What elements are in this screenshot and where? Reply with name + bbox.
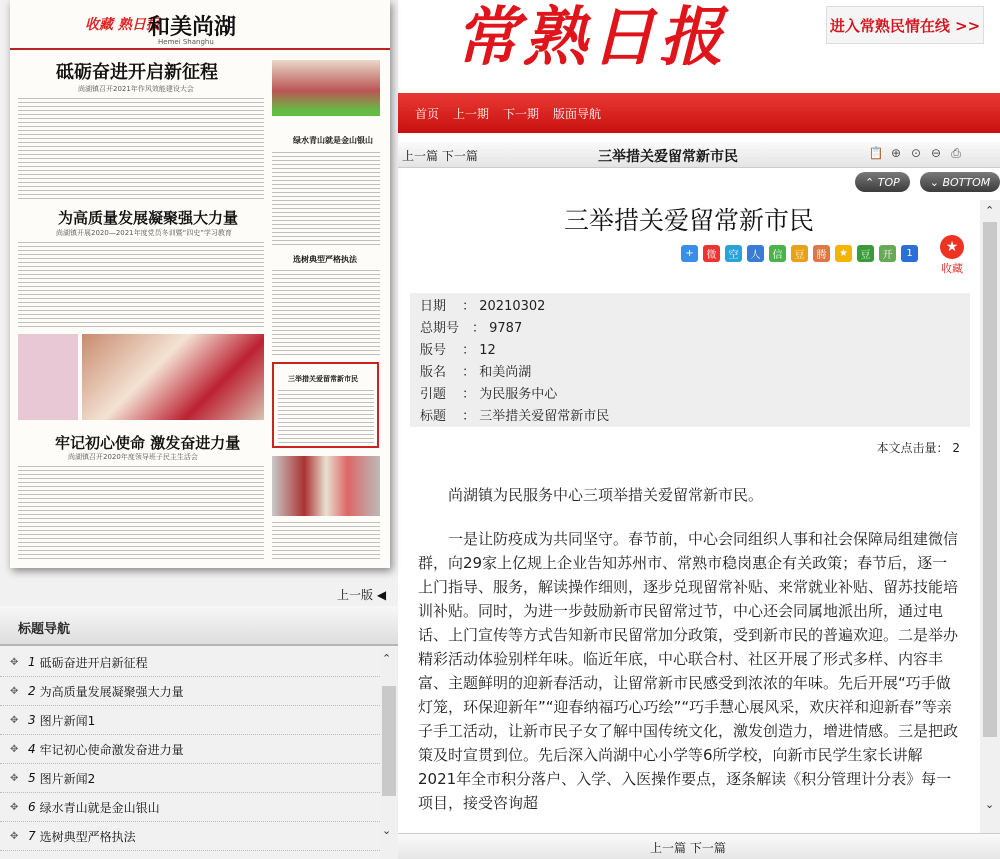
meta-value: 9787: [489, 321, 523, 336]
toc-item-title[interactable]: 绿水青山就是金山银山: [39, 800, 160, 815]
toc-item-number: 7: [28, 829, 36, 843]
tqq-icon[interactable]: 腾: [813, 245, 830, 262]
meta-key: 标题: [420, 409, 447, 424]
newspaper-page-image[interactable]: [10, 0, 390, 568]
prev-next-article-links[interactable]: 上一篇 下一篇: [402, 149, 478, 163]
diamond-bullet-icon: ✥: [10, 714, 19, 726]
toc-item-number: 2: [28, 684, 36, 698]
toc-item-title[interactable]: 图片新闻1: [39, 713, 96, 728]
masthead-logo[interactable]: 常熟日报: [455, 0, 727, 75]
paper-headline-1[interactable]: 砥砺奋进开启新征程: [56, 62, 218, 83]
toc-item[interactable]: [0, 793, 380, 822]
scroll-up-icon[interactable]: ⌃: [985, 204, 995, 217]
paper-photo-group[interactable]: [272, 456, 380, 516]
diamond-bullet-icon: ✥: [10, 685, 19, 697]
toc-item[interactable]: [0, 764, 380, 793]
zoom-reset-icon[interactable]: ⊙: [910, 146, 922, 160]
promo-link-button[interactable]: 进入常熟民情在线 >>: [826, 6, 984, 44]
meta-key: 总期号: [420, 321, 460, 336]
paper-deck-1: 尚湖镇召开2021年作风效能建设大会: [78, 85, 194, 93]
scroll-down-icon[interactable]: ⌄: [985, 798, 995, 811]
scroll-top-button[interactable]: [855, 172, 910, 192]
douban-list-icon[interactable]: 豆: [791, 245, 808, 262]
toc-item[interactable]: [0, 677, 380, 706]
paper-text-block[interactable]: [272, 150, 380, 246]
toc-item-number: 6: [28, 800, 36, 814]
toc-item-title[interactable]: 砥砺奋进开启新征程: [39, 655, 148, 670]
toc-title: 标题导航: [18, 622, 71, 637]
toc-header: [0, 606, 398, 646]
wechat-icon[interactable]: 信: [769, 245, 786, 262]
counter-icon[interactable]: 1: [901, 245, 918, 262]
meta-value: 三举措关爱留常新市民: [479, 409, 610, 424]
highlight-title: 三举措关爱留常新市民: [288, 375, 358, 383]
click-count-label: 本文点击量：: [876, 441, 949, 455]
share-more-icon[interactable]: +: [681, 245, 698, 262]
chevron-up-icon: ⌃: [865, 175, 875, 189]
meta-date: 日期 ： 20210302: [420, 295, 545, 314]
bottom-label: BOTTOM: [942, 175, 991, 189]
nav-prev-issue-link[interactable]: 上一期: [453, 106, 490, 121]
toc-list: [0, 648, 380, 851]
meta-value: 为民服务中心: [479, 387, 558, 402]
meta-lead: 引题 ： 为民服务中心: [420, 383, 557, 402]
diamond-bullet-icon: ✥: [10, 772, 19, 784]
toc-item[interactable]: [0, 735, 380, 764]
paper-logo: 收藏 熟日报: [85, 17, 160, 33]
article-body: [418, 483, 958, 815]
article-bottom-bar: [398, 833, 1000, 859]
top-label: TOP: [877, 175, 900, 189]
scroll-bottom-button[interactable]: [920, 172, 1000, 192]
article-meta-box: [410, 293, 970, 427]
meta-key: 版号: [420, 343, 447, 358]
star-icon: ★: [940, 235, 964, 259]
meta-value: 20210302: [479, 299, 546, 314]
toc-item-number: 1: [28, 655, 36, 669]
nav-home-link[interactable]: 首页: [415, 106, 440, 121]
paper-text-block[interactable]: [18, 240, 264, 330]
toc-item[interactable]: [0, 706, 380, 735]
nav-next-issue-link[interactable]: 下一期: [503, 106, 540, 121]
favorite-button[interactable]: [935, 235, 969, 276]
paper-text-block[interactable]: [18, 96, 264, 200]
paper-section-subtitle: Hemei Shanghu: [158, 38, 214, 46]
toc-item-title[interactable]: 选树典型严格执法: [39, 829, 136, 844]
paper-deck-3: 尚湖镇召开2020年度领导班子民主生活会: [68, 453, 198, 461]
nav-page-index-link[interactable]: 版面导航: [553, 106, 602, 121]
diamond-bullet-icon: ✥: [10, 743, 19, 755]
toc-item-number: 4: [28, 742, 36, 756]
paper-photo-meeting[interactable]: [272, 60, 380, 116]
meta-key: 版名: [420, 365, 447, 380]
kaixin-icon[interactable]: 开: [879, 245, 896, 262]
renren-icon[interactable]: 人: [747, 245, 764, 262]
paper-text-block[interactable]: [18, 464, 264, 560]
toc-item-number: 3: [28, 713, 36, 727]
paper-page-header: [10, 0, 390, 50]
paper-headline-2[interactable]: 为高质量发展凝聚强大力量: [58, 209, 239, 227]
notes-icon[interactable]: 📋: [868, 146, 884, 160]
toc-item[interactable]: [0, 822, 380, 851]
diamond-bullet-icon: ✥: [10, 656, 19, 668]
toc-scrollbar[interactable]: [380, 648, 398, 859]
weibo-icon[interactable]: 微: [703, 245, 720, 262]
meta-value: 12: [479, 343, 496, 358]
meta-title: 标题 ： 三举措关爱留常新市民: [420, 405, 609, 424]
bottom-prev-next-links[interactable]: 上一篇 下一篇: [650, 841, 726, 855]
toc-scroll-thumb[interactable]: [382, 686, 396, 796]
article-scrollbar[interactable]: [980, 200, 1000, 833]
meta-key: 日期: [420, 299, 447, 314]
paper-headline-4[interactable]: 绿水青山就是金山银山: [293, 136, 373, 145]
toolbar-article-title: 三举措关爱留常新市民: [598, 149, 738, 165]
paper-highlight-current-article[interactable]: [272, 362, 379, 448]
paper-headline-5[interactable]: 选树典型严格执法: [293, 255, 357, 264]
zoom-in-icon[interactable]: ⊕: [890, 146, 902, 160]
paper-headline-3[interactable]: 牢记初心使命 激发奋进力量: [55, 434, 241, 452]
meta-key: 引题: [420, 387, 447, 402]
diamond-bullet-icon: ✥: [10, 801, 19, 813]
toc-item-title[interactable]: 图片新闻2: [39, 771, 96, 786]
article-content: [398, 195, 980, 833]
share-buttons: [681, 245, 918, 262]
article-paragraph: 尚湖镇为民服务中心三项举措关爱留常新市民。: [448, 486, 764, 504]
prev-page-link[interactable]: 上一版 ◀: [337, 588, 387, 602]
paper-text-block[interactable]: [272, 268, 380, 358]
chevron-down-icon: ⌄: [929, 175, 939, 189]
meta-value: 和美尚湖: [479, 365, 532, 380]
toc-item-number: 5: [28, 771, 36, 785]
paper-text-block[interactable]: [272, 520, 380, 560]
paper-text-block: [278, 388, 374, 444]
article-toolbar: [398, 142, 1000, 168]
toc-item[interactable]: [0, 648, 380, 677]
paper-deck-2: 尚湖镇开展2020—2021年度党员冬训暨“四史”学习教育: [56, 229, 232, 237]
paper-photo-caption-box: [18, 334, 78, 420]
print-icon[interactable]: ⎙: [951, 146, 961, 160]
toc-item-title[interactable]: 为高质量发展凝聚强大力量: [39, 684, 184, 699]
click-count: [877, 439, 960, 456]
meta-issue-total: 总期号 ： 9787: [420, 317, 522, 336]
diamond-bullet-icon: ✥: [10, 830, 19, 842]
qzone-icon[interactable]: 空: [725, 245, 742, 262]
scroll-up-icon[interactable]: ⌃: [382, 652, 392, 665]
meta-page-name: 版名 ： 和美尚湖: [420, 361, 531, 380]
click-count-value: 2: [952, 441, 960, 455]
meta-page-number: 版号 ： 12: [420, 339, 496, 358]
toc-item-title[interactable]: 牢记初心使命激发奋进力量: [39, 742, 184, 757]
douban-icon[interactable]: 豆: [857, 245, 874, 262]
qq-star-icon[interactable]: ★: [835, 245, 852, 262]
favorite-label: 收藏: [941, 262, 963, 275]
paper-photo-calligraphy[interactable]: [82, 334, 264, 420]
article-headline: 三举措关爱留常新市民: [563, 206, 814, 235]
article-paragraph: 一是让防疫成为共同坚守。春节前，中心会同组织人事和社会保障局组建微信群，向29家上亿规上企业告知苏州市、常熟市稳岗惠企有关政策；春节后，逐一上门指导、服务，解读操作细则，逐步兑现留常补贴、来常就业补贴、留苏技能培训补贴。同时，为进一步鼓励新市民留常过节，中心还会同属地派出所，通过电话、上门宣传等方式告知新市民留常加分政策，受到新市民的普遍欢迎。二是举办精彩活动体验别样年味。临近年底，中心联合村、社区开展了形式多样、内容丰富、主题鲜明的迎新春活动，让留常新市民感受到浓浓的年味。先后开展“巧手做灯笼，环保迎新年”“迎春纳福巧心巧绘”“巧手慧心展风采，欢庆祥和迎新春”等亲子手工活动，让新市民子女了解中国传统文化，激发创造力，增进情感。三是把政策及时宣贯到位。先后深入尚湖中心小学等6所学校，向新市民学生家长讲解2021年全市积分落户、入学、入医操作要点，逐条解读《积分管理计分表》每一项目，接受咨询超: [418, 530, 959, 812]
scroll-down-icon[interactable]: ⌄: [382, 824, 392, 837]
left-panel: [0, 0, 398, 859]
paper-section-title: 和美尚湖: [148, 15, 237, 40]
zoom-out-icon[interactable]: ⊖: [930, 146, 942, 160]
article-scroll-thumb[interactable]: [983, 222, 997, 737]
